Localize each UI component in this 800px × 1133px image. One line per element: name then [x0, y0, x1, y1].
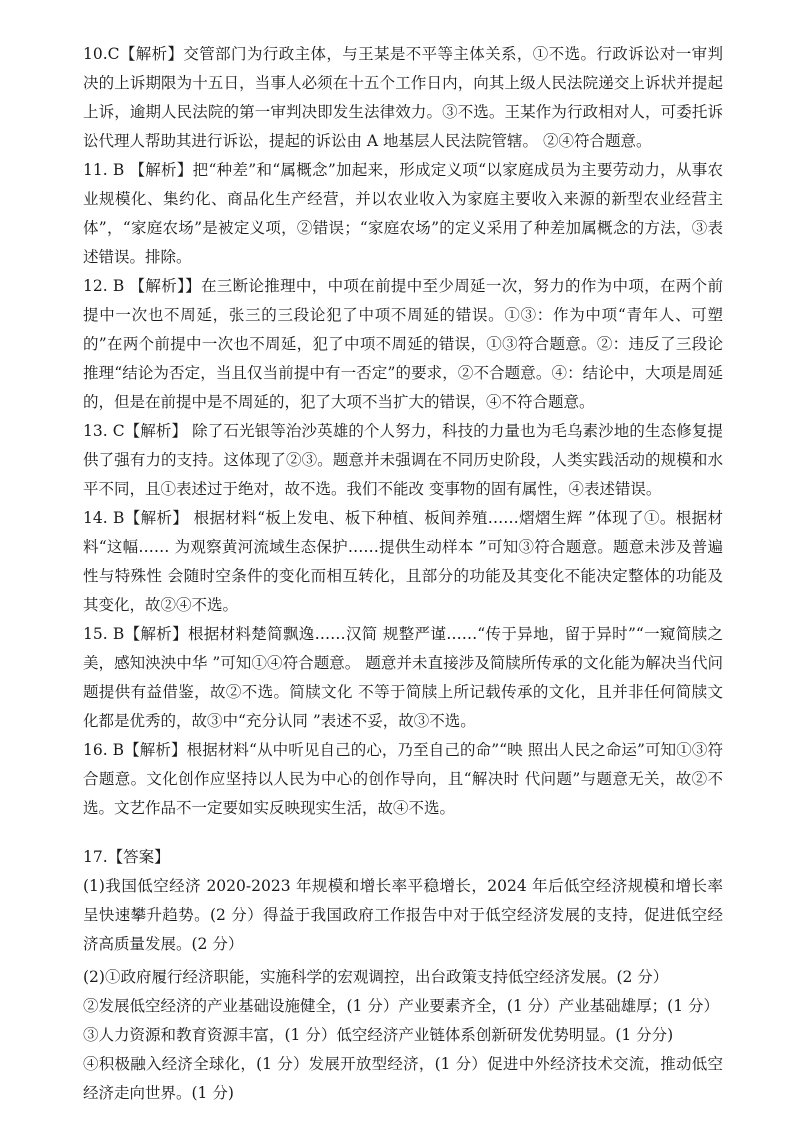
answer-17-part-2-item-4: ④积极融入经济全球化，(1 分）发展开放型经济，(1 分）促进中外经济技术交流，推动低空经济走向世界。(1 分)	[83, 1055, 723, 1102]
answer-17-part-2-item-3: ③人力资源和教育资源丰富，(1 分）低空经济产业链体系创新研发优势明显。(1 分分)	[83, 1026, 674, 1044]
answer-16: 16. B【解析】根据材料“从中听见自己的心，乃至自己的命”“映 照出人民之命运”可知①③符合题意。文化创作应坚持以人民为中心的创作导向，且“解决时 代问题”与题意无关，故②不选。文艺作品不一定要如实反映现实生活，故④不选。	[83, 741, 723, 817]
answer-17-heading: 17.【答案】	[83, 848, 170, 866]
answer-12: 12. B 【解析】】在三断论推理中，中项在前提中至少周延一次，努力的作为中项，在两个前提中一次也不周延，张三的三段论犯了中项不周延的错误。①③：作为中项“青年人、可塑的”在两个前提中一次也不周延，犯了中项不周延的错误，①③符合题意。②：违反了三段论推理“结论为否定，当且仅当前提中有一否定”的要求，②不合题意。④：结论中，大项是周延的，但是在前提中是不周延的，犯了大项不当扩大的错误，④不符合题意。	[83, 277, 723, 411]
answer-page	[83, 40, 723, 1108]
answer-17-part-1: (1)我国低空经济 2020-2023 年规模和增长率平稳增长，2024 年后低空经济规模和增长率呈快速攀升趋势。(2 分）得益于我国政府工作报告中对于低空经济发展的支持，促进低空经济高质量发展。(2 分）	[83, 877, 723, 953]
answer-14: 14. B【解析】 根据材料“板上发电、板下种植、板间养殖……熠熠生辉 ”体现了①。根据材料“这幅…… 为观察黄河流域生态保护……提供生动样本 ”可知③符合题意。题意未涉及普遍性与特殊性 会随时空条件的变化而相互转化，且部分的功能及其变化不能决定整体的功能及其变化，故②④不选。	[83, 509, 723, 614]
answer-13: 13. C【解析】 除了石光银等治沙英雄的个人努力，科技的力量也为毛乌素沙地的生态修复提供了强有力的支持。这体现了②③。题意并未强调在不同历史阶段，人类实践活动的规模和水平不同，且①表述过于绝对，故不选。我们不能改 变事物的固有属性，④表述错误。	[83, 422, 723, 498]
answer-10: 10.C【解析】交管部门为行政主体，与王某是不平等主体关系，①不选。行政诉讼对一审判决的上诉期限为十五日，当事人必须在十五个工作日内，向其上级人民法院递交上诉状并提起上诉，逾期人民法院的第一审判决即发生法律效力。③不选。王某作为行政相对人，可委托诉讼代理人帮助其进行诉讼，提起的诉讼由 A 地基层人民法院管辖。 ②④符合题意。	[83, 45, 723, 150]
answer-11: 11. B 【解析】把“种差”和“属概念”加起来，形成定义项“以家庭成员为主要劳动力，从事农业规模化、集约化、商品化生产经营，并以农业收入为家庭主要收入来源的新型农业经营主体”，“家庭农场”是被定义项，②错误；“家庭农场”的定义采用了种差加属概念的方法，③表述错误。排除。	[83, 161, 723, 266]
answer-17-part-2-item-1: (2)①政府履行经济职能，实施科学的宏观调控，出台政策支持低空经济发展。(2 分）	[83, 968, 669, 986]
answer-15: 15. B【解析】根据材料楚简飘逸……汉简 规整严谨……“传于异地，留于异时”“一窥简牍之美，感知泱泱中华 ”可知①④符合题意。 题意并未直接涉及简牍所传承的文化能为解决当代问题提供有益借鉴，故②不选。简牍文化 不等于简牍上所记载传承的文化，且并非任何简牍文化都是优秀的，故③中“充分认同 ”表述不妥，故③不选。	[83, 625, 723, 730]
answer-17-part-2-item-2: ②发展低空经济的产业基础设施健全，(1 分）产业要素齐全，(1 分）产业基础雄厚；(1 分）	[83, 997, 720, 1015]
